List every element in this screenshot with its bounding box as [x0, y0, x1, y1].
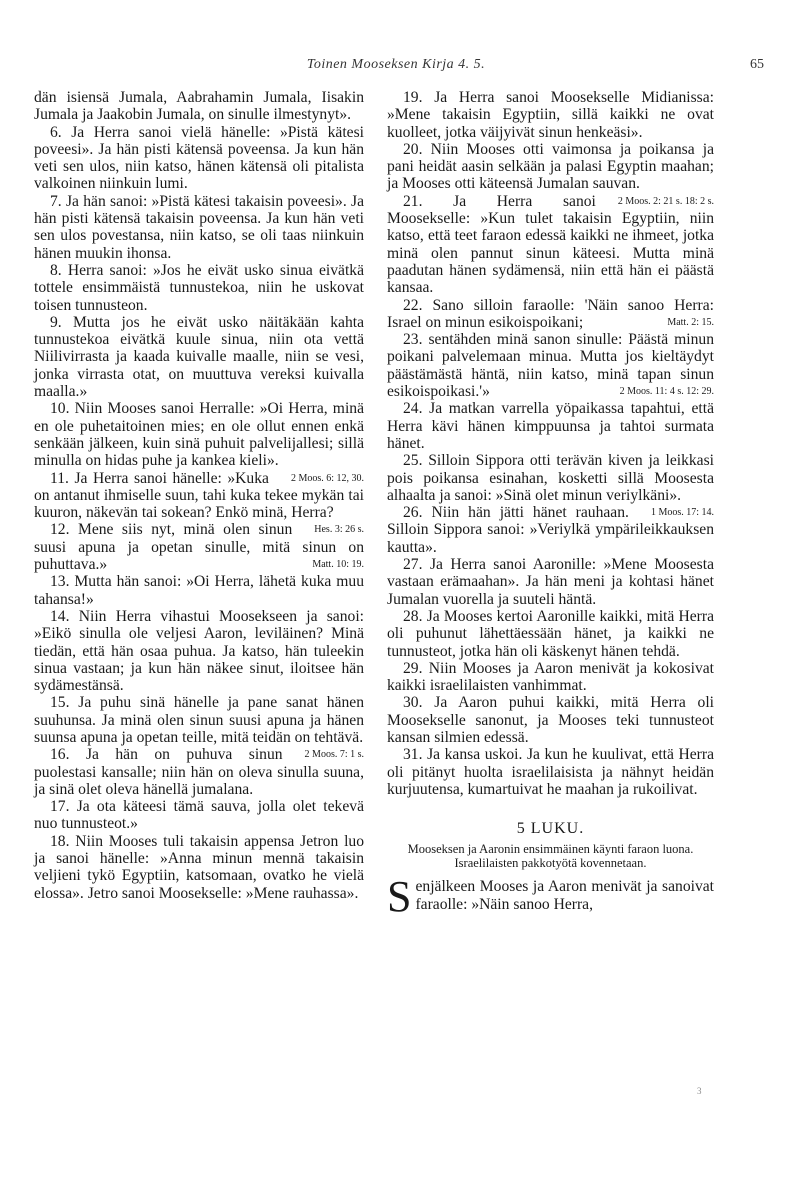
verse-paragraph: [34, 262, 364, 314]
drop-cap: S: [387, 872, 412, 922]
verse-paragraph: [34, 798, 364, 833]
right-column-verses: [387, 89, 714, 798]
cross-reference: Matt. 10: 19.: [312, 559, 364, 571]
verse-paragraph: [387, 556, 714, 608]
verse-text: 6. Ja Herra sanoi vielä hänelle: »Pistä kätesi poveesi». Ja hän pisti kätensä poveensa. Ja kun hän veti sen ulos, niin katso, hänen kätensä oli pitalista valkoinen niinkuin lumi.: [34, 123, 364, 193]
verse-text: 29. Niin Mooses ja Aaron menivät ja kokosivat kaikki israelilaisten vanhimmat.: [387, 659, 714, 695]
verse-text: 23. sentähden minä sanon sinulle: Päästä minun poikani palvelemaan minua. Mutta jos kieltäydyt päästämästä häntä, niin katso, minä tapan sinun esikoispoikasi.'»: [387, 331, 714, 401]
verse-paragraph: [387, 331, 714, 400]
running-title: Toinen Mooseksen Kirja 4. 5.: [306, 57, 486, 72]
footer-mark: 3: [697, 1086, 702, 1096]
verse-text: 17. Ja ota käteesi tämä sauva, jolla olet tekevä nuo tunnusteot.»: [34, 798, 364, 833]
verse-paragraph: [387, 297, 714, 332]
cross-reference: 2 Moos. 7: 1 s.: [304, 749, 364, 761]
verse-paragraph: [387, 694, 714, 746]
cross-reference: 2 Moos. 6: 12, 30.: [290, 472, 364, 484]
page-number: 65: [750, 57, 764, 72]
verse-paragraph: [34, 400, 364, 484]
verse-paragraph: [387, 400, 714, 452]
right-column: [387, 89, 714, 922]
verse-text: dän isiensä Jumala, Aabrahamin Jumala, Iisakin Jumala ja Jaakobin Jumala, on sinulle ilmestynyt».: [34, 89, 364, 124]
page-header: [20, 57, 772, 77]
verse-paragraph: [387, 140, 714, 207]
verse-paragraph: [387, 660, 714, 695]
verse-paragraph: [34, 314, 364, 400]
verse-text: 12. Mene siis nyt, minä olen sinun suusi apuna ja opetan sinulle, mitä sinun on puhuttava.»: [34, 521, 364, 574]
verse-text: 20. Niin Mooses otti vaimonsa ja poikansa ja pani heidät aasin selkään ja palasi Egyptin maahan; ja Mooses otti käteensä Jumalan sauvan.: [387, 140, 714, 193]
chapter-title: 5 LUKU.: [516, 820, 585, 838]
verse-text: 13. Mutta hän sanoi: »Oi Herra, lähetä kuka muu tahansa!»: [34, 573, 364, 608]
verse-paragraph: [34, 193, 364, 262]
verse-text: 26. Niin hän jätti hänet rauhaan. Silloin Sippora sanoi: »Veriylkä ympärileikkauksen kautta».: [387, 504, 714, 556]
verse-text: 25. Silloin Sippora otti terävän kiven ja leikkasi pois poikansa esinahan, kosketti sillä Moosesta alhaalta ja sanoi: »Sinä olet minun veriylkäni».: [387, 452, 714, 504]
chapter-opening-text: enjälkeen Mooses ja Aaron menivät ja sanoivat faraolle: »Näin sanoo Herra,: [415, 878, 714, 913]
verse-text: 22. Sano silloin faraolle: 'Näin sanoo Herra: Israel on minun esikoispoikani;: [387, 296, 714, 331]
cross-reference: Matt. 2: 15.: [667, 316, 714, 328]
verse-text: 9. Mutta jos he eivät usko näitäkään kahta tunnustekoa eivätkä kuule sinua, niin ota vettä Niilivirrasta ja kaada kuivalle maalle, niin se vesi, jonka virrasta otat, on muuttuva vereksi kuivalla maalla.»: [34, 313, 364, 401]
verse-paragraph: [387, 746, 714, 798]
verse-text: 31. Ja kansa uskoi. Ja kun he kuulivat, että Herra oli pitänyt huolta israelilaisista ja nähnyt heidän kurjuutensa, kumartuivat he maahan ja rukoilivat.: [387, 746, 714, 798]
verse-text: 7. Ja hän sanoi: »Pistä kätesi takaisin poveesi». Ja hän pisti kätensä takaisin poveensa. Ja kun hän veti sen ulos povestansa, niin katso, se oli taas niinkuin hänen muukin ihonsa.: [34, 192, 364, 262]
verse-text: 14. Niin Herra vihastui Moosekseen ja sanoi: »Eikö sinulla ole veljesi Aaron, leviläinen? Minä tiedän, että hän osaa puhua. Ja katso, hän tuleekin sinua vastaan; ja kun hän näkee sinut, iloitsee hän sydämestänsä.: [34, 607, 364, 695]
verse-text: 11. Ja Herra sanoi hänelle: »Kuka on antanut ihmiselle suun, tahi kuka tekee mykän tai kuuron, näkevän tai sokean? Enkö minä, Herra?: [34, 469, 364, 522]
verse-text: 8. Herra sanoi: »Jos he eivät usko sinua eivätkä tottele ensimmäistä tunnustekoa, niin he uskovat toisen tunnusteon.: [34, 261, 364, 314]
verse-text: 28. Ja Mooses kertoi Aaronille kaikki, mitä Herra oli puhunut lähettäessään hänet, ja kaikki ne tunnusteot, jotka hän oli käskenyt hänen tehdä.: [387, 607, 714, 660]
verse-paragraph: [34, 694, 364, 761]
cross-reference: 2 Moos. 2: 21 s. 18: 2 s.: [617, 195, 714, 207]
verse-paragraph: [34, 89, 364, 124]
chapter-summary: Mooseksen ja Aaronin ensimmäinen käynti faraon luona. Israelilaisten pakkotyötä kovennetaan.: [407, 842, 694, 870]
verse-paragraph: [34, 608, 364, 694]
verse-paragraph: [387, 89, 714, 141]
chapter-opening-paragraph: [387, 872, 714, 922]
verse-text: 27. Ja Herra sanoi Aaronille: »Mene Moosesta vastaan erämaahan». Ja hän meni ja kohtasi hänet Jumalan vuorella ja suuteli häntä.: [387, 556, 714, 608]
verse-text: 19. Ja Herra sanoi Moosekselle Midianissa: »Mene takaisin Egyptiin, sillä kaikki ne ovat kuolleet, jotka väijyivät sinun henkeäsi».: [387, 89, 714, 141]
cross-reference: 1 Moos. 17: 14.: [650, 507, 714, 519]
verse-paragraph: [34, 833, 364, 902]
verse-paragraph: [34, 124, 364, 193]
verse-paragraph: [387, 452, 714, 519]
verse-text: 21. Ja Herra sanoi Moosekselle: »Kun tulet takaisin Egyptiin, niin katso, että teet faraon edessä kaikki ne ihmeet, jotka minä olen pannut sinun käteesi. Mutta minä paadutan hänen sydämensä, niin että hän ei päästä kansaa.: [387, 192, 714, 297]
left-column: [34, 89, 364, 902]
cross-reference: 2 Moos. 11: 4 s. 12: 29.: [619, 386, 714, 398]
verse-paragraph: [387, 608, 714, 660]
verse-text: 18. Niin Mooses tuli takaisin appensa Jetron luo ja sanoi hänelle: »Anna minun mennä takaisin veljieni tykö Egyptiin, katsomaan, ovatko he vielä elossa». Jetro sanoi Moosekselle: »Mene rauhassa».: [34, 832, 364, 902]
verse-text: 15. Ja puhu sinä hänelle ja pane sanat hänen suuhunsa. Ja minä olen sinun suusi apuna ja hänen suunsa apuna ja opetan teille, mitä teidän on tehtävä.: [34, 694, 364, 746]
verse-text: 10. Niin Mooses sanoi Herralle: »Oi Herra, minä en ole puhetaitoinen mies; en ole ollut ennen enkä senkään jälkeen, kuin sinä puhuit palvelijallesi; sillä minulla on hidas puhe ja kankea kieli».: [34, 400, 364, 470]
cross-reference: Hes. 3: 26 s.: [314, 524, 364, 536]
verse-text: 24. Ja matkan varrella yöpaikassa tapahtui, että Herra kävi hänen kimppuunsa ja tahtoi surmata hänet.: [387, 400, 714, 452]
verse-text: 16. Ja hän on puhuva sinun puolestasi kansalle; niin hän on oleva sinulla suuna, ja sinä olet oleva hänellä jumalana.: [34, 746, 364, 798]
verse-text: 30. Ja Aaron puhui kaikki, mitä Herra oli Moosekselle sanonut, ja Mooses teki tunnusteot kansan silmien edessä.: [387, 694, 714, 746]
verse-paragraph: [34, 573, 364, 608]
